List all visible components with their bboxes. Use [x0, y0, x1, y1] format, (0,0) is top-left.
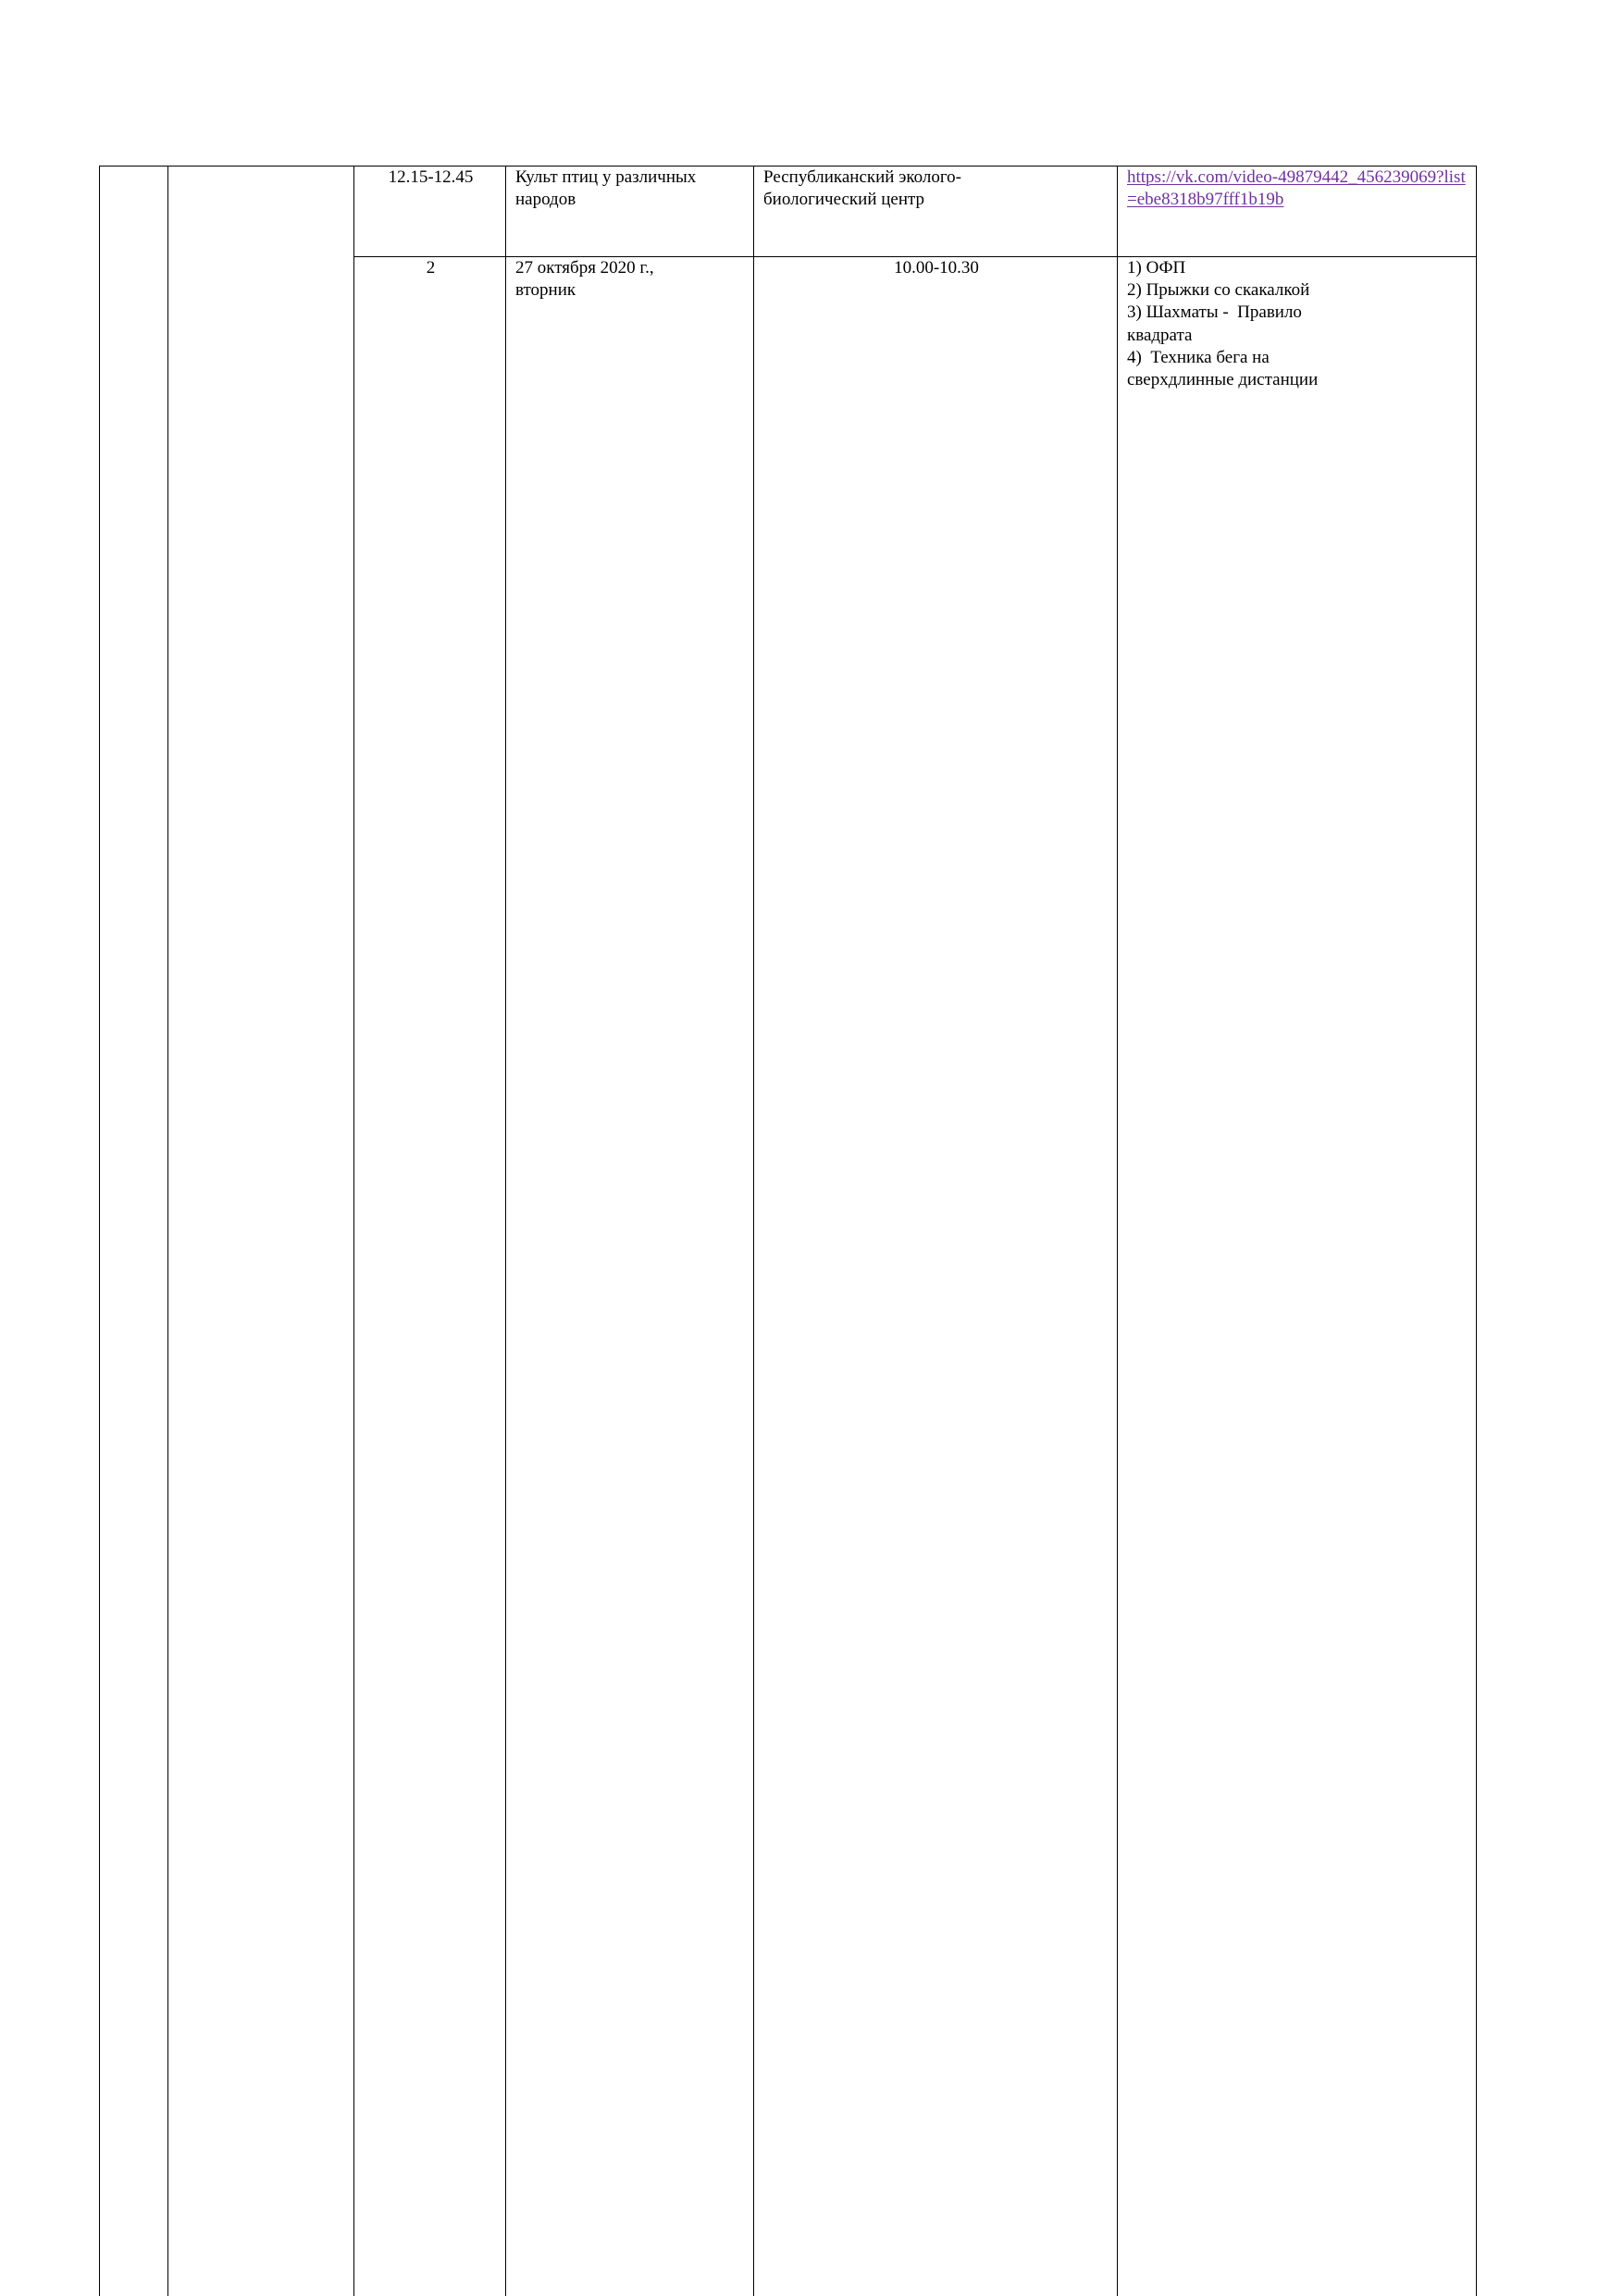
- row-number-cell: [100, 167, 168, 2296]
- topic-line: 4) Техника бега на: [1127, 347, 1468, 369]
- organization-line: Республиканский эколого-: [763, 167, 1109, 189]
- topic-cell: [1118, 257, 1477, 2296]
- date-cell: [168, 167, 354, 2296]
- topic-line: 2) Прыжки со скакалкой: [1127, 279, 1468, 302]
- topic-line: сверхдлинные дистанции: [1127, 369, 1468, 391]
- topic-line: 1) ОФП: [1127, 257, 1468, 279]
- topic-line: народов: [515, 189, 746, 211]
- weekday-line: вторник: [515, 279, 746, 302]
- time-cell: 10.00-10.30: [754, 257, 1118, 2296]
- table-row: [100, 167, 1477, 257]
- topic-line: 3) Шахматы - Правило: [1127, 302, 1468, 324]
- organization-cell: [754, 167, 1118, 257]
- schedule-table: [99, 166, 1477, 2296]
- topic-cell: [506, 167, 754, 257]
- date-cell: [506, 257, 754, 2296]
- topic-line: квадрата: [1127, 325, 1468, 347]
- date-line: 27 октября 2020 г.,: [515, 257, 746, 279]
- time-cell: 12.15-12.45: [354, 167, 506, 257]
- video-link[interactable]: https://vk.com/video-49879442_456239069?list=ebe8318b97fff1b19b: [1127, 167, 1466, 209]
- row-number-cell: 2: [354, 257, 506, 2296]
- links-cell: [1118, 167, 1477, 257]
- organization-line: биологический центр: [763, 189, 1109, 211]
- topic-line: Культ птиц у различных: [515, 167, 746, 189]
